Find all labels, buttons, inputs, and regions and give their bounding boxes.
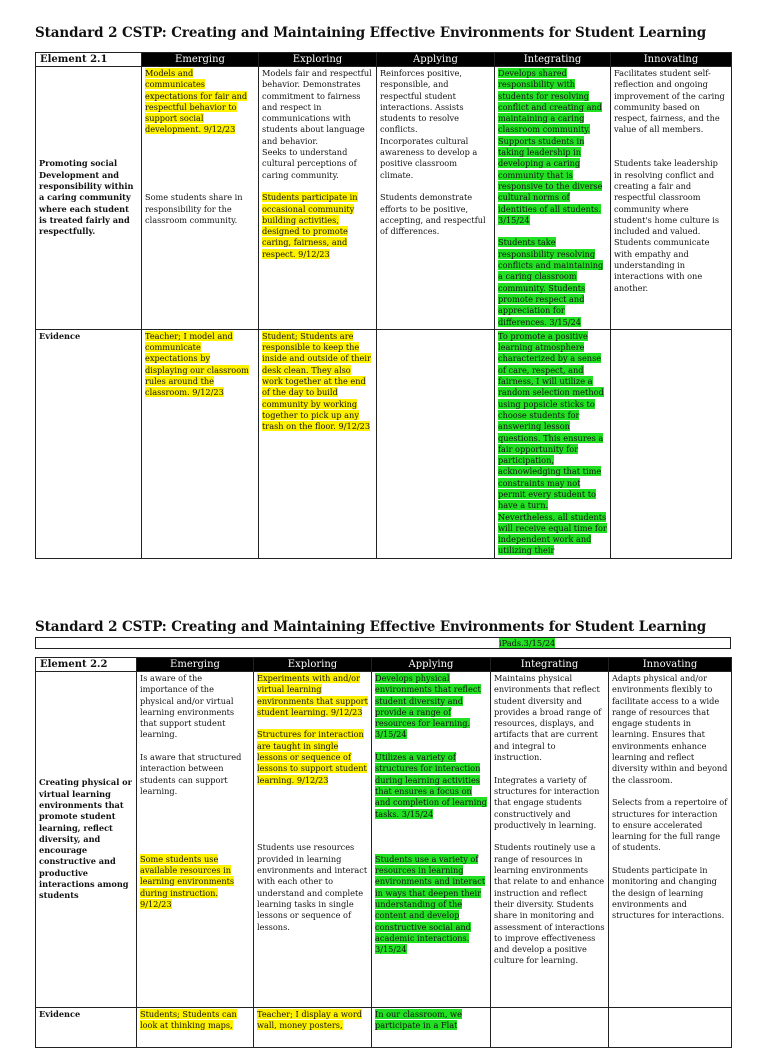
level-header-exploring: Exploring	[254, 658, 372, 672]
row-label: Creating physical or virtual learning environments that promote student learning, reflect diversity, and encourage constructive and productive interactions among students	[36, 672, 137, 1008]
evidence-applying	[377, 329, 495, 558]
highlighted-text: Students use a variety of resources in learning environments and interact in ways that deepen their understanding of the content and develop constructive social and academic interactions. 3/15/24	[375, 853, 486, 955]
evidence-emerging	[142, 329, 259, 558]
highlighted-text: Students participate in occasional community building activities, designed to promote caring, fairness, and respect. 9/12/23	[262, 192, 358, 259]
cell-text: Maintains physical environments that reflect student diversity and provides a broad range of resources, displays, and artifacts that are current and integral to instruction.	[494, 673, 602, 763]
highlighted-text: Develops shared responsibility with students for resolving conflict and creating and maintaining a caring classroom community. Supports students in taking leadership in developing a caring community that is responsive to the diverse cultural norms of identities of all students. 3/15/24	[498, 68, 603, 225]
cell-emerging	[137, 672, 254, 1008]
cell-integrating	[495, 67, 611, 330]
level-header-applying: Applying	[377, 53, 495, 67]
cell-text: Students routinely use a range of resources in learning environments that relate to and enhance instruction and reflect their diversity. Students share in monitoring and assessment of interactions to improve effectiveness and develop a positive culture for learning.	[494, 842, 605, 966]
evidence-label: Evidence	[36, 1008, 137, 1048]
cell-applying	[377, 67, 495, 330]
table-row	[36, 67, 732, 330]
level-header-emerging: Emerging	[137, 658, 254, 672]
level-header-innovating: Innovating	[609, 658, 732, 672]
evidence-exploring	[254, 1008, 372, 1048]
level-header-emerging: Emerging	[142, 53, 259, 67]
cell-text: Students use resources provided in learning environments and interact with each other to understand and complete learning tasks in single lessons or sequence of lessons.	[257, 842, 368, 932]
cell-text: Facilitates student self-reflection and ongoing improvement of the caring community based on respect, fairness, and the value of all members.	[614, 68, 725, 135]
highlighted-text: Utilizes a variety of structures for interaction during learning activities that ensures a focus on and completion of learning tasks. 3/15/24	[375, 752, 487, 819]
evidence-integrating	[491, 1008, 609, 1048]
highlighted-text: Teacher; I model and communicate expectations by displaying our classroom rules around the classroom. 9/12/23	[145, 330, 249, 398]
highlighted-text: Students; Students can look at thinking maps,	[140, 1009, 237, 1031]
page-title: Standard 2 CSTP: Creating and Maintaining Effective Environments for Student Learning	[35, 619, 707, 635]
level-header-exploring: Exploring	[259, 53, 377, 67]
cell-emerging	[142, 67, 259, 330]
table-row	[36, 672, 732, 1008]
highlighted-text: To promote a positive learning atmosphere characterized by a sense of care, respect, and fairness, I will utilize a random selection method using popsicle sticks to choose students for answering lesson questions. This ensures a fair opportunity for participation, acknowledging that time constraints may not permit every student to have a turn. Nevertheless, all students will receive equal time for independent work and utilizing their	[498, 330, 607, 556]
cell-text: Models fair and respectful behavior. Demonstrates commitment to fairness and respect in communications with students about language and behavior.	[262, 68, 372, 146]
carryover-row	[35, 637, 731, 649]
highlighted-text: Some students use available resources in learning environments during instruction. 9/12/23	[140, 853, 235, 909]
evidence-label: Evidence	[36, 329, 142, 558]
rubric-table-element-2-2	[35, 657, 732, 1048]
level-header-applying: Applying	[372, 658, 491, 672]
cell-exploring	[254, 672, 372, 1008]
highlighted-text: Experiments with and/or virtual learning environments that support student learning. 9/12/23	[257, 673, 368, 717]
highlighted-text: Teacher; I display a word wall, money posters,	[257, 1009, 362, 1031]
cell-innovating	[611, 67, 732, 330]
cell-text: Reinforces positive, responsible, and respectful student interactions. Assists students to resolve conflicts.	[380, 68, 464, 135]
evidence-row	[36, 1008, 732, 1048]
cell-text: Is aware of the importance of the physical and/or virtual learning environments that support student learning.	[140, 673, 235, 740]
highlighted-text: iPads.3/15/24	[499, 638, 556, 648]
cell-text: Integrates a variety of structures for interaction that engage students constructively and productively in learning.	[494, 774, 600, 830]
cell-integrating	[491, 672, 609, 1008]
cell-text: Seeks to understand cultural perceptions of caring community.	[262, 147, 357, 180]
cell-innovating	[609, 672, 732, 1008]
cell-text: Some students share in responsibility for the classroom community.	[145, 192, 243, 225]
cell-exploring	[259, 67, 377, 330]
level-header-integrating: Integrating	[491, 658, 609, 672]
cell-text: Students participate in monitoring and changing the design of learning environments and structures for interactions.	[612, 865, 725, 921]
highlighted-text: Students take responsibility resolving conflicts and maintaining a caring classroom community. Students promote respect and appreciation for differences. 3/15/24	[498, 237, 604, 327]
evidence-integrating	[495, 329, 611, 558]
cell-text: Incorporates cultural awareness to develop a positive classroom climate.	[380, 135, 478, 180]
evidence-innovating	[611, 329, 732, 558]
cell-text: Students demonstrate efforts to be positive, accepting, and respectful of differences.	[380, 192, 486, 237]
cell-text: Students take leadership in resolving conflict and creating a fair and respectful classroom community where student's home culture is included and valued. Students communicate with empathy and understanding in interactions with one another.	[614, 158, 720, 293]
rubric-table-element-2-1	[35, 52, 732, 559]
cell-text: Adapts physical and/or environments flexibly to facilitate access to a wide range of resources that engage students in learning. Ensures that environments enhance learning and reflect diversity within and beyond the classroom.	[612, 673, 728, 785]
evidence-applying	[372, 1008, 491, 1048]
highlighted-text: Develops physical environments that reflect student diversity and provide a range of resources for learning. 3/15/24	[375, 673, 481, 740]
element-label: Element 2.1	[36, 53, 142, 67]
row-label: Promoting social Development and responsibility within a caring community where each student is treated fairly and respectfully.	[36, 67, 142, 330]
evidence-row	[36, 329, 732, 558]
highlighted-text: Student; Students are responsible to keep the inside and outside of their desk clean. They also work together at the end of the day to build community by working together to pick up any trash on the floor. 9/12/23	[262, 330, 371, 432]
page-title: Standard 2 CSTP: Creating and Maintaining Effective Environments for Student Learning	[35, 25, 707, 41]
level-header-innovating: Innovating	[611, 53, 732, 67]
evidence-exploring	[259, 329, 377, 558]
highlighted-text: Structures for interaction are taught in single lessons or sequence of lessons to support student learning. 9/12/23	[257, 729, 367, 785]
highlighted-text: In our classroom, we participate in a Flat	[375, 1009, 462, 1031]
element-label: Element 2.2	[36, 658, 137, 672]
cell-applying	[372, 672, 491, 1008]
highlighted-text: Models and communicates expectations for fair and respectful behavior to support social development. 9/12/23	[145, 68, 248, 135]
cell-text: Selects from a repertoire of structures for interaction to ensure accelerated learning for the full range of students.	[612, 797, 728, 853]
evidence-innovating	[609, 1008, 732, 1048]
cell-text: Is aware that structured interaction between students can support learning.	[140, 752, 242, 796]
level-header-integrating: Integrating	[495, 53, 611, 67]
evidence-emerging	[137, 1008, 254, 1048]
